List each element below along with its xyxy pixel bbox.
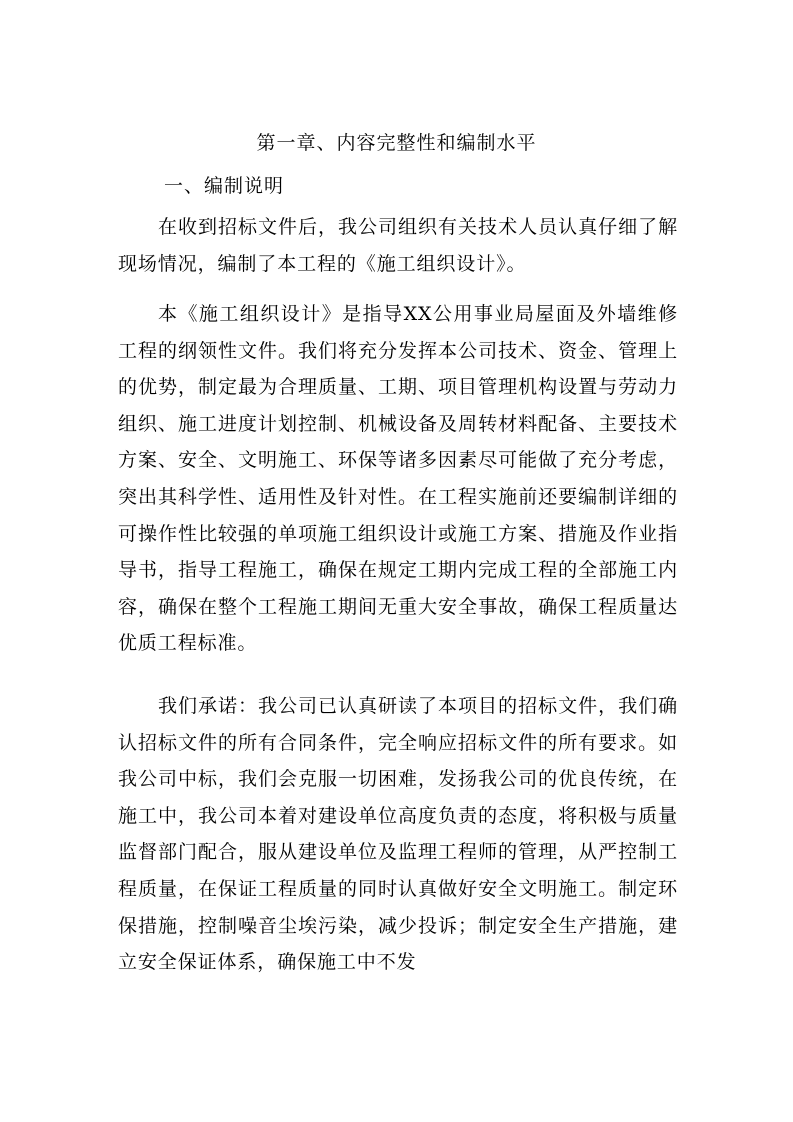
paragraph-purpose: 本《施工组织设计》是指导XX公用事业局屋面及外墙维修工程的纲领性文件。我们将充分发挥本公司技术、资金、管理上的优势，制定最为合理质量、工期、项目管理机构设置与劳动力组织、施工进度计划控制、机械设备及周转材料配备、主要技术方案、安全、文明施工、环保等诸多因素尽可能做了充分考虑，突出其科学性、适用性及针对性。在工程实施前还要编制详细的可操作性比较强的单项施工组织设计或施工方案、措施及作业指导书，指导工程施工，确保在规定工期内完成工程的全部施工内容，确保在整个工程施工期间无重大安全事故，确保工程质量达优质工程标准。 [118,303,678,655]
chapter-title: 第一章、内容完整性和编制水平 [256,132,537,154]
paragraph-intro: 在收到招标文件后，我公司组织有关技术人员认真仔细了解现场情况，编制了本工程的《施工组织设计》。 [118,216,678,275]
section-heading: 一、编制说明 [164,175,285,197]
paragraph-commitment: 我们承诺：我公司已认真研读了本项目的招标文件，我们确认招标文件的所有合同条件，完全响应招标文件的所有要求。如我公司中标，我们会克服一切困难，发扬我公司的优良传统，在施工中，我公司本着对建设单位高度负责的态度，将积极与质量监督部门配合，服从建设单位及监理工程师的管理，从严控制工程质量，在保证工程质量的同时认真做好安全文明施工。制定环保措施，控制噪音尘埃污染，减少投诉；制定安全生产措施，建立安全保证体系，确保施工中不发 [118,695,678,974]
